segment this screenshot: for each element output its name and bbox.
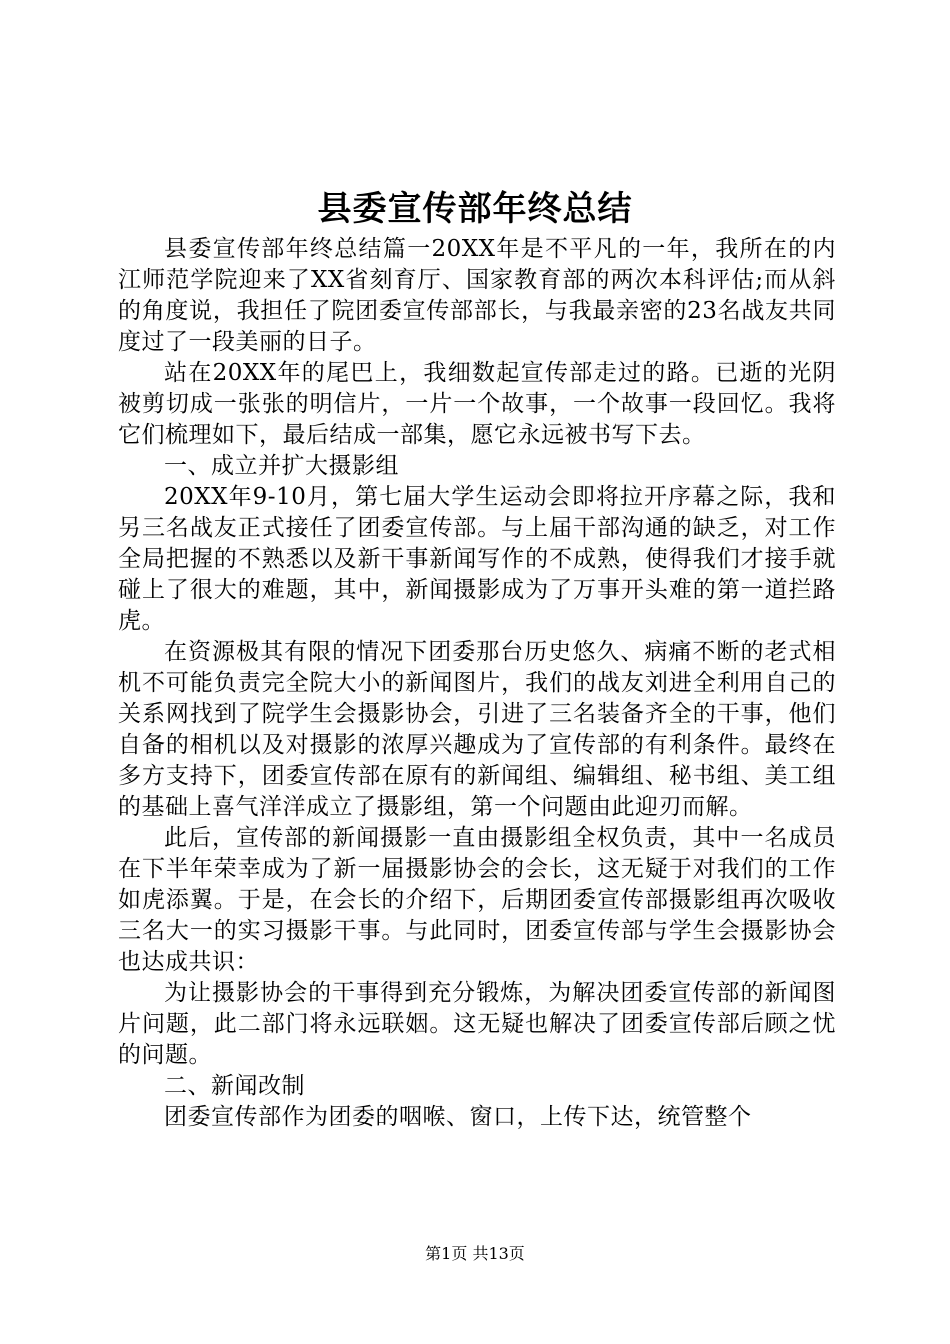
paragraph: 团委宣传部作为团委的咽喉、窗口，上传下达，统管整个 [164,1104,752,1130]
paragraph: 县委宣传部年终总结篇一20XX年是不平凡的一年，我所在的内江师范学院迎来了XX省刻育厅、国家教育部的两次本科评估;而从斜的角度说，我担任了院团委宣传部部长，与我最亲密的23名战友共同度过了一段美丽的日子。 [118,236,836,355]
document-body [118,234,836,1133]
section-heading: 一、成立并扩大摄影组 [164,453,399,479]
paragraph: 站在20XX年的尾巴上，我细数起宣传部走过的路。已逝的光阴被剪切成一张张的明信片，一片一个故事，一个故事一段回忆。我将它们梳理如下，最后结成一部集，愿它永远被书写下去。 [118,360,836,448]
page-number-footer: 第1页 共13页 [425,1244,525,1263]
paragraph: 此后，宣传部的新闻摄影一直由摄影组全权负责，其中一名成员在下半年荣幸成为了新一届摄影协会的会长，这无疑于对我们的工作如虎添翼。于是，在会长的介绍下，后期团委宣传部摄影组再次吸收三名大一的实习摄影干事。与此同时，团委宣传部与学生会摄影协会也达成共识： [118,825,836,975]
document-title: 县委宣传部年终总结 [317,189,633,229]
paragraph: 为让摄影协会的干事得到充分锻炼，为解决团委宣传部的新闻图片问题，此二部门将永远联姻。这无疑也解决了团委宣传部后顾之忧的问题。 [118,980,836,1068]
section-heading: 二、新闻改制 [164,1073,305,1099]
paragraph: 20XX年9-10月，第七届大学生运动会即将拉开序幕之际，我和另三名战友正式接任了团委宣传部。与上届干部沟通的缺乏，对工作全局把握的不熟悉以及新干事新闻写作的不成熟，使得我们才接手就碰上了很大的难题，其中，新闻摄影成为了万事开头难的第一道拦路虎。 [118,484,836,634]
paragraph: 在资源极其有限的情况下团委那台历史悠久、病痛不断的老式相机不可能负责完全院大小的新闻图片，我们的战友刘进全利用自己的关系网找到了院学生会摄影协会，引进了三名装备齐全的干事，他们自备的相机以及对摄影的浓厚兴趣成为了宣传部的有利条件。最终在多方支持下，团委宣传部在原有的新闻组、编辑组、秘书组、美工组的基础上喜气洋洋成立了摄影组，第一个问题由此迎刃而解。 [118,639,836,820]
